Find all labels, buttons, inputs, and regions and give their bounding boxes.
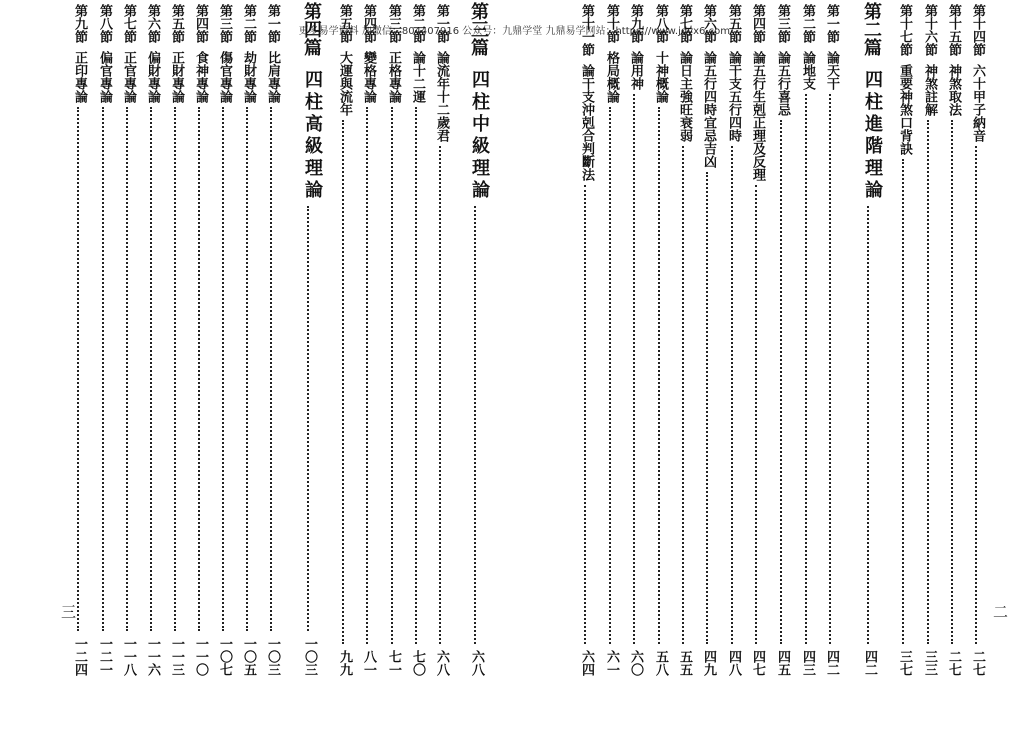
entry-number: 第九節	[72, 4, 87, 43]
entry-page: 四二	[862, 650, 877, 676]
leader-dots	[731, 146, 733, 644]
leader-dots	[342, 120, 344, 644]
entry-number: 第十四節	[970, 4, 985, 56]
section-entry	[333, 0, 357, 680]
entry-page: 一〇三	[302, 637, 317, 676]
leader-dots	[150, 107, 152, 631]
entry-page: 四三	[800, 650, 815, 676]
entry-page: 四九	[701, 650, 716, 676]
leader-dots	[222, 107, 224, 631]
entry-page: 四二	[824, 650, 839, 676]
section-entry	[722, 0, 746, 680]
entry-page: 五五	[677, 650, 692, 676]
entry-page: 一一三	[169, 637, 184, 676]
leader-dots	[927, 120, 929, 644]
section-entry	[261, 0, 285, 680]
section-entry	[600, 0, 624, 680]
entry-page: 六四	[579, 650, 594, 676]
entry-number: 第二篇	[861, 2, 882, 56]
section-entry	[697, 0, 721, 680]
section-entry	[820, 0, 844, 680]
entry-number: 第四節	[361, 4, 376, 43]
leader-dots	[902, 159, 904, 644]
entry-number: 第十七節	[897, 4, 912, 56]
entry-number: 第三節	[775, 4, 790, 43]
entry-number: 第三節	[386, 4, 401, 43]
leader-dots	[415, 107, 417, 644]
leader-dots	[658, 107, 660, 644]
entry-number: 第二節	[800, 4, 815, 43]
leader-dots	[951, 120, 953, 644]
entry-title: 論干支五行四時	[726, 51, 741, 142]
leader-dots	[366, 107, 368, 644]
entry-number: 第十節	[604, 4, 619, 43]
entry-page: 六一	[604, 650, 619, 676]
entry-page: 六八	[434, 650, 449, 676]
entry-page: 二七	[946, 650, 961, 676]
entry-page: 三三	[922, 650, 937, 676]
leader-dots	[126, 107, 128, 631]
entry-number: 第五節	[337, 4, 352, 43]
entry-page: 九九	[337, 650, 352, 676]
entry-page: 六〇	[628, 650, 643, 676]
section-entry	[673, 0, 697, 680]
entry-title: 偏財專論	[145, 51, 160, 103]
entry-number: 第三節	[217, 4, 232, 43]
leader-dots	[975, 146, 977, 644]
chapter-entry	[858, 0, 882, 680]
entry-title: 論十二運	[410, 51, 425, 103]
entry-number: 第四節	[750, 4, 765, 43]
entry-title: 重要神煞口背訣	[897, 64, 912, 155]
entry-title: 神煞取法	[946, 64, 961, 116]
leader-dots	[198, 107, 200, 631]
entry-page: 一二一	[97, 637, 112, 676]
entry-number: 第一節	[265, 4, 280, 43]
leader-dots	[633, 94, 635, 644]
section-entry	[942, 0, 966, 680]
section-entry	[771, 0, 795, 680]
section-entry	[93, 0, 117, 680]
entry-title: 論流年十二歲君	[434, 51, 449, 142]
leader-dots	[77, 107, 79, 631]
entry-title: 論五行喜忌	[775, 51, 790, 116]
entry-title: 正格專論	[386, 51, 401, 103]
chapter-entry	[298, 0, 322, 680]
entry-title: 四柱進階理論	[862, 70, 883, 202]
leader-dots	[102, 107, 104, 631]
section-entry	[649, 0, 673, 680]
entry-number: 第五節	[169, 4, 184, 43]
page-number-left: 三	[59, 604, 77, 619]
entry-number: 第二節	[410, 4, 425, 43]
page-number-right: 二	[991, 604, 1009, 619]
leader-dots	[755, 185, 757, 644]
entry-number: 第八節	[97, 4, 112, 43]
section-entry	[68, 0, 92, 680]
entry-page: 五八	[653, 650, 668, 676]
entry-title: 四柱高級理論	[302, 70, 323, 202]
entry-page: 一一〇	[193, 637, 208, 676]
section-entry	[237, 0, 261, 680]
section-entry	[796, 0, 820, 680]
entry-number: 第一節	[824, 4, 839, 43]
entry-page: 六八	[469, 650, 484, 676]
entry-title: 論用神	[628, 51, 643, 90]
section-entry	[966, 0, 990, 680]
entry-page: 四七	[750, 650, 765, 676]
entry-page: 一〇七	[217, 637, 232, 676]
entry-title: 論五行四時宜忌吉凶	[701, 51, 716, 168]
leader-dots	[584, 185, 586, 644]
leader-dots	[682, 146, 684, 644]
leader-dots	[867, 206, 869, 644]
leader-dots	[474, 206, 476, 644]
entry-title: 正財專論	[169, 51, 184, 103]
leader-dots	[706, 172, 708, 644]
entry-title: 論日主強旺衰弱	[677, 51, 692, 142]
leader-dots	[439, 146, 441, 644]
section-entry	[357, 0, 381, 680]
watermark-banner: 更多易学资料 加微信：804407916 公众号：九鼎学堂 九鼎易学网站：https://www.jdyx6.com/	[298, 26, 734, 37]
entry-page: 一一六	[145, 637, 160, 676]
leader-dots	[174, 107, 176, 631]
entry-number: 第五節	[726, 4, 741, 43]
entry-page: 八一	[361, 650, 376, 676]
entry-page: 四五	[775, 650, 790, 676]
entry-title: 六十甲子納音	[970, 64, 985, 142]
entry-title: 正印專論	[72, 51, 87, 103]
entry-title: 變格專論	[361, 51, 376, 103]
section-entry	[213, 0, 237, 680]
section-entry	[746, 0, 770, 680]
entry-title: 論干支沖剋合判斷法	[579, 64, 594, 181]
entry-page: 一〇三	[265, 637, 280, 676]
section-entry	[575, 0, 599, 680]
leader-dots	[780, 120, 782, 644]
entry-title: 大運與流年	[337, 51, 352, 116]
entry-title: 傷官專論	[217, 51, 232, 103]
entry-number: 第四節	[193, 4, 208, 43]
leader-dots	[609, 107, 611, 644]
entry-title: 比肩專論	[265, 51, 280, 103]
section-entry	[624, 0, 648, 680]
section-entry	[189, 0, 213, 680]
entry-number: 第七節	[121, 4, 136, 43]
entry-page: 二七	[970, 650, 985, 676]
entry-number: 第六節	[701, 4, 716, 43]
entry-number: 第一節	[434, 4, 449, 43]
leader-dots	[246, 107, 248, 631]
leader-dots	[829, 94, 831, 644]
leader-dots	[270, 107, 272, 631]
section-entry	[893, 0, 917, 680]
entry-number: 第三篇	[468, 2, 489, 56]
entry-page: 一〇五	[241, 637, 256, 676]
entry-title: 十神概論	[653, 51, 668, 103]
section-entry	[141, 0, 165, 680]
entry-title: 格局概論	[604, 51, 619, 103]
chapter-entry	[465, 0, 489, 680]
section-entry	[165, 0, 189, 680]
section-entry	[382, 0, 406, 680]
section-entry	[117, 0, 141, 680]
entry-title: 論天干	[824, 51, 839, 90]
entry-page: 七一	[386, 650, 401, 676]
entry-title: 正官專論	[121, 51, 136, 103]
section-entry	[430, 0, 454, 680]
entry-title: 偏官專論	[97, 51, 112, 103]
leader-dots	[391, 107, 393, 644]
entry-title: 劫財專論	[241, 51, 256, 103]
entry-page: 七〇	[410, 650, 425, 676]
entry-number: 第十一節	[579, 4, 594, 56]
entry-number: 第八節	[653, 4, 668, 43]
entry-title: 食神專論	[193, 51, 208, 103]
entry-title: 論地支	[800, 51, 815, 90]
entry-page: 一二四	[72, 637, 87, 676]
entry-page: 三七	[897, 650, 912, 676]
entry-number: 第九節	[628, 4, 643, 43]
section-entry	[406, 0, 430, 680]
entry-number: 第六節	[145, 4, 160, 43]
entry-number: 第四篇	[301, 2, 322, 56]
entry-title: 論五行生剋正理及反理	[750, 51, 765, 181]
entry-number: 第二節	[241, 4, 256, 43]
entry-number: 第十五節	[946, 4, 961, 56]
entry-title: 神煞註解	[922, 64, 937, 116]
entry-number: 第十六節	[922, 4, 937, 56]
leader-dots	[805, 94, 807, 644]
leader-dots	[307, 206, 309, 631]
entry-page: 四八	[726, 650, 741, 676]
entry-title: 四柱中級理論	[469, 70, 490, 202]
entry-page: 一一八	[121, 637, 136, 676]
entry-number: 第七節	[677, 4, 692, 43]
section-entry	[918, 0, 942, 680]
